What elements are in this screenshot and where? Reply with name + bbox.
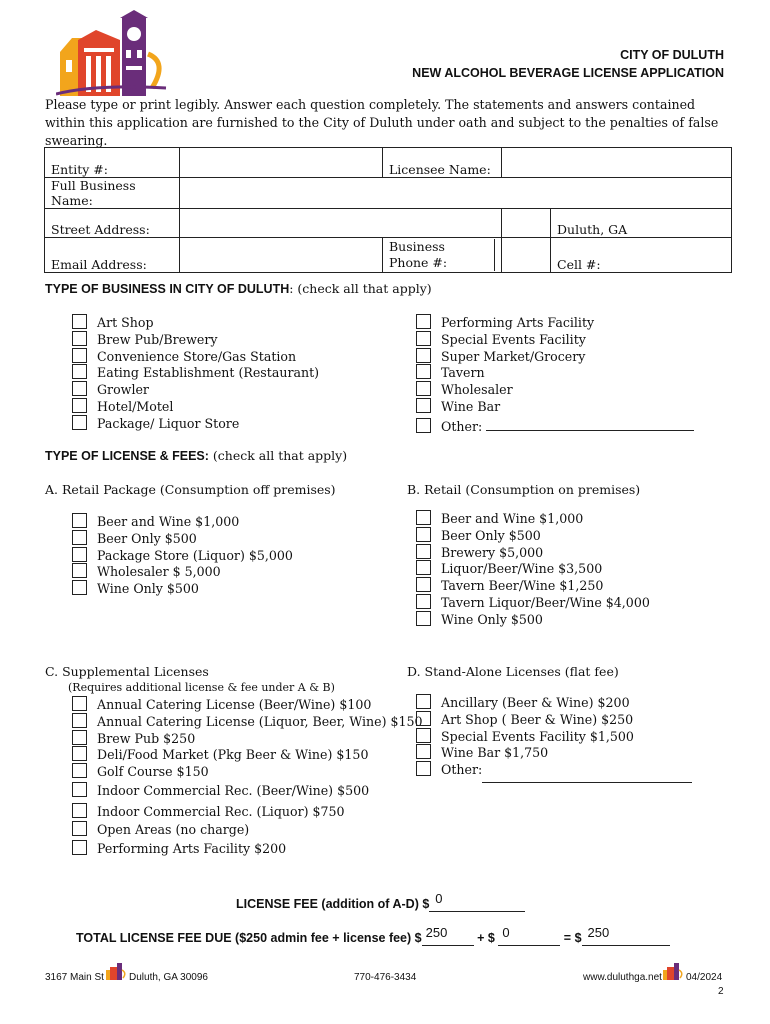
email-field[interactable] [180,238,383,273]
section-a-list [72,513,293,597]
license-fee-sum-field[interactable]: 0 [498,931,560,946]
business-tavern[interactable]: Tavern [416,364,694,381]
license-c-brew-pub[interactable]: Brew Pub $250 [72,730,423,747]
checkbox[interactable] [72,580,87,595]
street-address-field[interactable] [180,209,502,238]
cell-label: Cell #: [557,257,601,272]
license-type-heading: TYPE OF LICENSE & FEES: (check all that apply) [45,448,348,463]
checkbox[interactable] [72,821,87,836]
footer-logo-icon-2 [662,962,684,980]
checkbox[interactable] [72,840,87,855]
checkbox[interactable] [416,728,431,743]
section-b-title: B. Retail (Consumption on premises) [407,482,641,497]
checkbox[interactable] [72,763,87,778]
entity-field[interactable] [180,148,383,178]
section-d-list [416,694,634,778]
checkbox[interactable] [72,746,87,761]
checkbox[interactable] [416,577,431,592]
checkbox[interactable] [72,547,87,562]
license-c-indoor-rec-liquor[interactable]: Indoor Commercial Rec. (Liquor) $750 [72,803,423,820]
checkbox[interactable] [72,331,87,346]
checkbox[interactable] [416,314,431,329]
checkbox[interactable] [72,803,87,818]
section-c-note: (Requires additional license & fee under A & B) [68,681,335,694]
business-type-left-list [72,314,319,432]
business-special-events[interactable]: Special Events Facility [416,331,694,348]
checkbox[interactable] [72,398,87,413]
checkbox[interactable] [416,381,431,396]
license-a-wholesaler[interactable]: Wholesaler $ 5,000 [72,563,293,580]
checkbox[interactable] [72,364,87,379]
checkbox[interactable] [72,782,87,797]
checkbox[interactable] [72,530,87,545]
section-c-title: C. Supplemental Licenses [45,664,209,679]
checkbox[interactable] [416,560,431,575]
business-type-heading: TYPE OF BUSINESS IN CITY OF DULUTH: (check all that apply) [45,281,432,296]
checkbox[interactable] [416,527,431,542]
license-b-wine-only[interactable]: Wine Only $500 [416,611,650,628]
license-c-performing-arts[interactable]: Performing Arts Facility $200 [72,840,423,857]
licensee-name-label: Licensee Name: [383,148,502,178]
license-c-deli-food-market[interactable]: Deli/Food Market (Pkg Beer & Wine) $150 [72,746,423,763]
business-brew-pub[interactable]: Brew Pub/Brewery [72,331,319,348]
business-other[interactable]: Other: [416,418,694,435]
checkbox[interactable] [72,513,87,528]
checkbox[interactable] [72,415,87,430]
business-hotel-motel[interactable]: Hotel/Motel [72,398,319,415]
license-c-open-areas[interactable]: Open Areas (no charge) [72,821,423,838]
equals-label: = $ [563,931,582,945]
checkbox[interactable] [416,398,431,413]
email-label: Email Address: [45,238,180,273]
entity-label: Entity #: [45,148,180,178]
section-d-title: D. Stand-Alone Licenses (flat fee) [407,664,619,679]
business-growler[interactable]: Growler [72,381,319,398]
license-c-golf-course[interactable]: Golf Course $150 [72,763,423,780]
license-a-beer-wine[interactable]: Beer and Wine $1,000 [72,513,293,530]
city-label: Duluth, GA [557,222,628,237]
license-c-indoor-rec-beer-wine[interactable]: Indoor Commercial Rec. (Beer/Wine) $500 [72,782,423,799]
checkbox[interactable] [72,381,87,396]
checkbox[interactable] [416,331,431,346]
checkbox[interactable] [416,711,431,726]
license-a-wine-only[interactable]: Wine Only $500 [72,580,293,597]
page-number: 2 [718,986,724,997]
business-wine-bar[interactable]: Wine Bar [416,398,694,415]
checkbox[interactable] [72,730,87,745]
checkbox[interactable] [416,611,431,626]
total-fee-label: TOTAL LICENSE FEE DUE ($250 admin fee + license fee) $ [76,931,422,945]
footer-address: 3167 Main St [45,972,104,983]
business-art-shop[interactable]: Art Shop [72,314,319,331]
business-wholesaler[interactable]: Wholesaler [416,381,694,398]
form-city-title: CITY OF DULUTH [620,48,724,62]
section-c-list [72,696,423,857]
license-fee-label: LICENSE FEE (addition of A-D) $ [236,897,430,911]
license-c-catering-liquor[interactable]: Annual Catering License (Liquor, Beer, Wine) $150 [72,713,423,730]
license-d-ancillary[interactable]: Ancillary (Beer & Wine) $200 [416,694,634,711]
form-title: NEW ALCOHOL BEVERAGE LICENSE APPLICATION [412,66,724,80]
total-fee-line [76,925,670,946]
license-b-tavern-liquor[interactable]: Tavern Liquor/Beer/Wine $4,000 [416,594,650,611]
business-name-field[interactable] [180,178,732,209]
checkbox[interactable] [416,744,431,759]
business-name-label: Full Business Name: [45,178,180,209]
street-address-label: Street Address: [45,209,180,238]
license-d-other-field[interactable] [482,770,692,783]
checkbox[interactable] [416,348,431,363]
checkbox[interactable] [72,563,87,578]
checkbox[interactable] [416,418,431,433]
business-convenience-store[interactable]: Convenience Store/Gas Station [72,348,319,365]
license-d-special-events[interactable]: Special Events Facility $1,500 [416,728,634,745]
business-super-market[interactable]: Super Market/Grocery [416,348,694,365]
license-b-beer-only[interactable]: Beer Only $500 [416,527,650,544]
checkbox[interactable] [72,314,87,329]
business-type-right-list [416,314,694,435]
license-fee-line [236,891,525,912]
checkbox[interactable] [72,696,87,711]
license-a-beer-only[interactable]: Beer Only $500 [72,530,293,547]
license-c-catering-beer-wine[interactable]: Annual Catering License (Beer/Wine) $100 [72,696,423,713]
business-eating-establishment[interactable]: Eating Establishment (Restaurant) [72,364,319,381]
license-d-art-shop[interactable]: Art Shop ( Beer & Wine) $250 [416,711,634,728]
checkbox[interactable] [72,348,87,363]
total-due-field[interactable]: 250 [582,931,670,946]
license-fee-field[interactable]: 0 [429,897,525,912]
license-b-tavern-beer-wine[interactable]: Tavern Beer/Wine $1,250 [416,577,650,594]
footer-website[interactable]: www.duluthga.net [583,972,662,983]
intro-paragraph: Please type or print legibly. Answer each question completely. The statements and answers contained within this application are furnished to the City of Duluth under oath and subject to the penalties of false swearing. [45,97,719,148]
section-b-list [416,510,650,628]
business-package-liquor-store[interactable]: Package/ Liquor Store [72,415,319,432]
checkbox[interactable] [416,761,431,776]
license-d-other[interactable]: Other: [416,761,634,778]
admin-fee-field[interactable]: 250 [422,931,474,946]
section-a-title: A. Retail Package (Consumption off premises) [45,482,336,497]
footer-city: Duluth, GA 30096 [129,972,208,983]
footer-date: 04/2024 [686,972,723,983]
license-b-liquor-beer-wine[interactable]: Liquor/Beer/Wine $3,500 [416,560,650,577]
license-b-beer-wine[interactable]: Beer and Wine $1,000 [416,510,650,527]
business-phone-label-line2: Phone #: [389,255,448,270]
footer-logo-icon [105,962,127,980]
checkbox[interactable] [72,713,87,728]
city-of-duluth-logo-icon [56,10,174,96]
footer-phone: 770-476-3434 [354,972,417,983]
checkbox[interactable] [416,544,431,559]
business-performing-arts[interactable]: Performing Arts Facility [416,314,694,331]
street-address-field-end[interactable] [502,209,551,237]
checkbox[interactable] [416,510,431,525]
applicant-info-table [44,147,732,273]
license-b-brewery[interactable]: Brewery $5,000 [416,544,650,561]
checkbox[interactable] [416,594,431,609]
checkbox[interactable] [416,694,431,709]
license-a-package-store[interactable]: Package Store (Liquor) $5,000 [72,547,293,564]
business-other-field[interactable] [486,430,694,431]
business-phone-label-line1: Business [389,239,445,254]
license-d-wine-bar[interactable]: Wine Bar $1,750 [416,744,634,761]
plus-label: + $ [477,931,495,945]
licensee-name-field[interactable] [502,148,732,178]
business-phone-field[interactable] [502,238,551,272]
checkbox[interactable] [416,364,431,379]
